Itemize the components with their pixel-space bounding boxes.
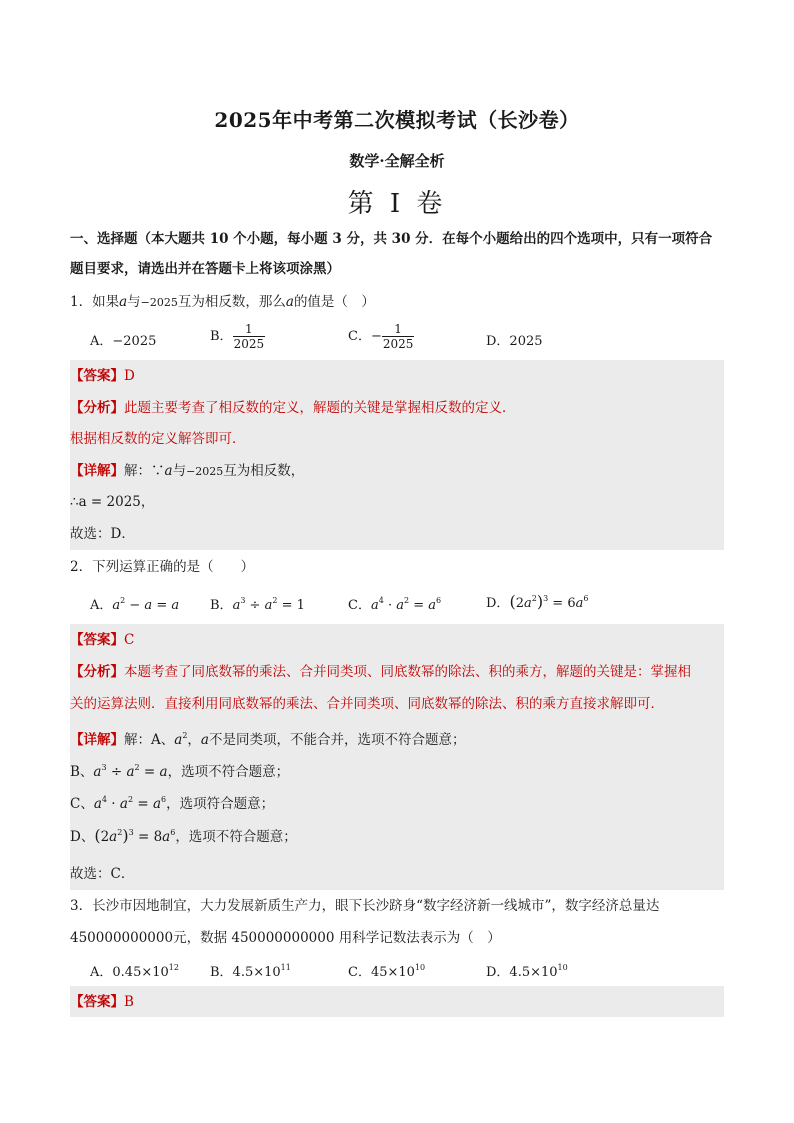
q1-answer-tag: 【答案】 xyxy=(70,368,124,384)
q1-detail-end: 互为相反数， xyxy=(223,463,305,479)
q1-analysis-line2: 根据相反数的定义解答即可． xyxy=(70,431,246,447)
q3-stem-line2: 450000000000元，数据 450000000000 用科学记数法表示为（ ） xyxy=(70,930,501,946)
q1-detail-mid: 与 xyxy=(172,463,187,479)
q1-var-a2: a xyxy=(285,294,294,310)
q3-option-c-label: C．45×10 xyxy=(348,965,415,980)
q1-option-c-num: 1 xyxy=(382,322,415,337)
q3-option-d-label: D．4.5×10 xyxy=(486,965,558,980)
q1-analysis xyxy=(70,398,516,418)
q1-detail-var: a xyxy=(164,463,173,479)
q1-detail-tag: 【详解】 xyxy=(70,463,124,479)
q2-detail-text: 解：A、 xyxy=(124,732,175,748)
q1-option-b-den: 2025 xyxy=(233,337,265,351)
q3-solution-box xyxy=(70,986,724,1017)
q2-option-c: C．$a^4 \cdot a^2 = a^6$ xyxy=(348,596,442,613)
q2-detail-d-label: D、 xyxy=(70,829,95,845)
section-intro-line2-text: 题目要求，请选出并在答题卡上将该项涂黑） xyxy=(70,261,340,277)
q1-detail-num: −2025 xyxy=(186,465,224,478)
q3-answer xyxy=(70,992,134,1012)
q2-detail: 【详解】解：A、$a^2$，a不是同类项，不能合并，选项不符合题意； xyxy=(70,731,466,748)
q1-option-c-den: 2025 xyxy=(382,337,414,351)
q1-stem xyxy=(70,292,375,313)
q3-option-b xyxy=(210,961,291,980)
exam-title: 2025年中考第二次模拟考试（长沙卷） xyxy=(214,108,580,132)
q3-answer-value: B xyxy=(124,994,134,1010)
q1-option-a: A．−2025 xyxy=(90,334,157,349)
q3-option-c-exp: 10 xyxy=(414,963,426,972)
q2-detail-c-end: ，选项符合题意； xyxy=(166,796,275,812)
q1-stem-mid: 与 xyxy=(127,294,141,310)
q2-choose: 故选：C． xyxy=(70,866,135,882)
q1-option-c-label: C．− xyxy=(348,329,382,344)
q1-option-b-label: B． xyxy=(210,329,233,344)
q1-option-b-num: 1 xyxy=(233,322,266,337)
q1-analysis-text: 此题主要考查了相反数的定义，解题的关键是掌握相反数的定义． xyxy=(124,400,516,416)
q2-detail-d: D、$(2a^2)^3 = 8a^6$，选项不符合题意； xyxy=(70,826,297,845)
q2-detail-d-end: ，选项不符合题意； xyxy=(175,829,297,845)
q1-stem-end: 的值是（ ） xyxy=(293,294,375,310)
q1-detail-line2: ∴a = 2025， xyxy=(70,494,155,510)
q2-analysis xyxy=(70,662,691,682)
q3-option-a-label: A．0.45×10 xyxy=(90,965,169,980)
q2-stem: 2．下列运算正确的是（ ） xyxy=(70,559,255,575)
q2-detail-c: C、$a^4 \cdot a^2 = a^6$，选项符合题意； xyxy=(70,795,275,812)
q2-analysis-text: 本题考查了同底数幂的乘法、合并同类项、同底数幂的除法、积的乘方，解题的关键是：掌握相 xyxy=(124,664,691,680)
q3-option-b-label: B．4.5×10 xyxy=(210,965,281,980)
q3-stem-line1: 3．长沙市因地制宜，大力发展新质生产力，眼下长沙跻身“数字经济新一线城市”，数字经济总量达 xyxy=(70,898,660,914)
q1-stem-num: −2025 xyxy=(140,296,178,309)
q1-option-d: D．2025 xyxy=(486,334,543,349)
q3-answer-tag: 【答案】 xyxy=(70,994,124,1010)
q1-detail xyxy=(70,461,304,482)
q2-detail-b-end: ，选项不符合题意； xyxy=(167,764,290,780)
q3-option-d xyxy=(486,961,568,980)
q1-option-b xyxy=(210,322,265,351)
q2-detail-mid: ， xyxy=(187,732,201,748)
q2-answer-tag: 【答案】 xyxy=(70,632,124,648)
q1-var-a: a xyxy=(119,294,128,310)
q1-choose: 故选：D． xyxy=(70,526,135,542)
q2-answer-value: C xyxy=(124,632,135,648)
q2-analysis-tag: 【分析】 xyxy=(70,664,124,680)
q1-option-c-fraction xyxy=(382,322,415,351)
q3-option-c xyxy=(348,961,425,980)
q2-option-b: B．$a^3 \div a^2 = 1$ xyxy=(210,596,305,613)
q2-option-a: A．$a^2 - a = a$ xyxy=(90,596,180,613)
q2-detail-b-label: B、 xyxy=(70,764,94,780)
q1-option-c xyxy=(348,322,414,351)
q3-option-d-exp: 10 xyxy=(557,963,568,972)
q2-option-d-label: D． xyxy=(486,596,510,611)
section-intro-line1: 一、选择题（本大题共 10 个小题，每小题 3 分，共 30 分．在每个小题给出的四个选项中，只有一项符合 xyxy=(70,231,713,247)
q2-analysis-line2: 关的运算法则．直接利用同底数幂的乘法、合并同类项、同底数幂的除法、积的乘方直接求解即可． xyxy=(70,696,664,712)
q1-detail-text: 解：∵ xyxy=(124,463,165,479)
q2-solution-box xyxy=(70,624,724,890)
q1-stem-prefix: 1．如果 xyxy=(70,294,120,310)
volume-heading: 第 I 卷 xyxy=(347,189,447,219)
q2-detail-b: B、$a^3 \div a^2 = a$，选项不符合题意； xyxy=(70,763,290,780)
q1-stem-suffix: 互为相反数，那么 xyxy=(177,294,286,310)
q1-solution-box xyxy=(70,360,724,550)
q2-detail-c-label: C、 xyxy=(70,796,94,812)
q2-detail-tag: 【详解】 xyxy=(70,732,124,748)
q2-option-d: D．$(2a^2)^3 = 6a^6$ xyxy=(486,592,589,611)
q2-option-b-label: B． xyxy=(210,598,233,613)
q1-analysis-tag: 【分析】 xyxy=(70,400,124,416)
q1-option-b-fraction xyxy=(233,322,266,351)
exam-subtitle: 数学·全解全析 xyxy=(349,152,445,170)
q3-option-a-exp: 12 xyxy=(168,963,179,972)
q2-answer xyxy=(70,630,134,650)
q2-option-a-label: A． xyxy=(90,598,113,613)
q1-answer xyxy=(70,366,135,386)
q1-answer-value: D xyxy=(124,368,135,384)
q2-option-c-label: C． xyxy=(348,598,371,613)
section-intro-line2 xyxy=(70,259,340,279)
q3-option-b-exp: 11 xyxy=(280,963,291,972)
q2-detail-end: 不是同类项，不能合并，选项不符合题意； xyxy=(208,732,466,748)
q3-option-a xyxy=(90,961,179,980)
